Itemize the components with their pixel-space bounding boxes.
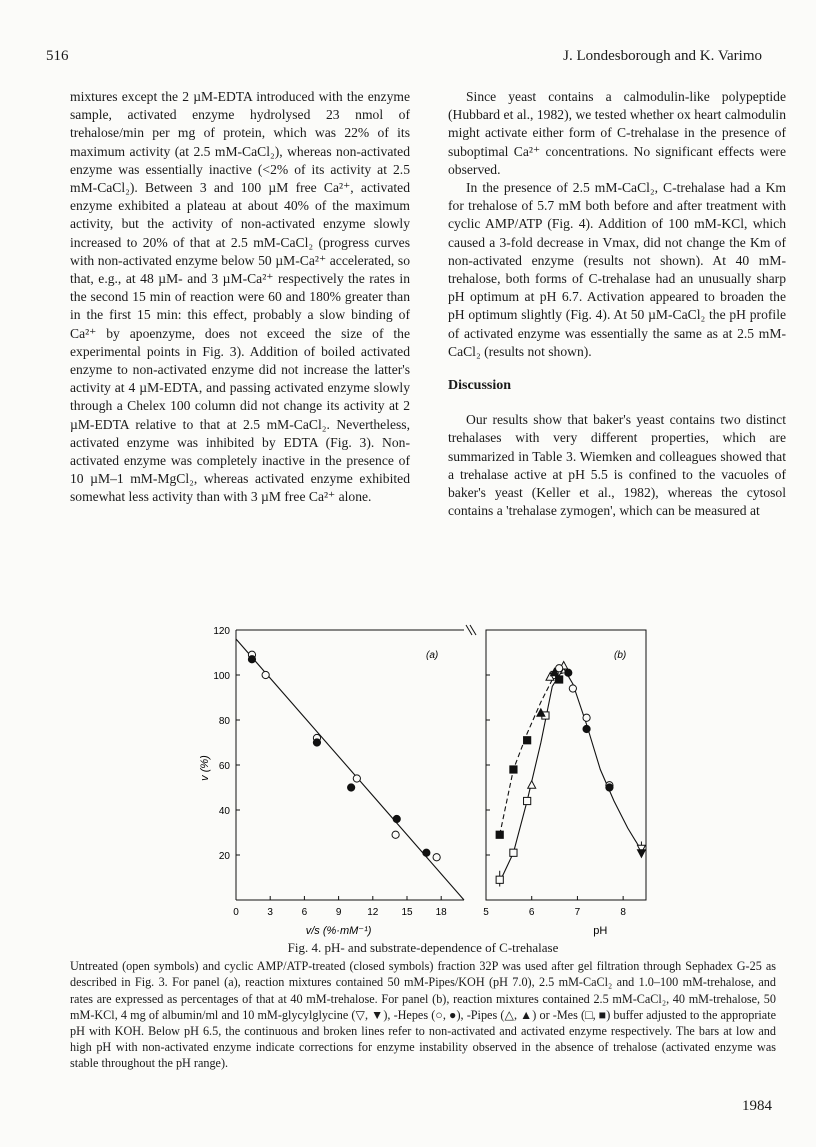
data-point bbox=[496, 876, 503, 883]
paragraph: Our results show that baker's yeast contains two distinct trehalases with very different properties, which are summarized in Table 3. Wiemken and colleagues showed that a trehalase active at pH 5.5 is confined to the vacuoles of baker's yeast (Keller et al., 1982), whereas the cytosol contains a 'trehalase zymogen', which can be measured at bbox=[448, 412, 786, 519]
panel-b-plot bbox=[483, 630, 646, 937]
x-tick-label: 6 bbox=[301, 907, 308, 918]
x-tick-label: 12 bbox=[367, 907, 379, 918]
data-point bbox=[524, 797, 531, 804]
figure-4 bbox=[196, 618, 656, 948]
x-tick-label: 9 bbox=[335, 907, 342, 918]
data-point bbox=[423, 849, 430, 856]
y-tick-label: 20 bbox=[218, 851, 230, 862]
x-axis-label: pH bbox=[593, 925, 608, 937]
data-point bbox=[313, 739, 320, 746]
page-number: 516 bbox=[46, 48, 69, 64]
data-point bbox=[565, 669, 572, 676]
paragraph: Since yeast contains a calmodulin-like polypeptide (Hubbard et al., 1982), we tested whether ox heart calmodulin might activate either form of C-trehalase in the presence of suboptimal Ca²⁺ concentrations. No significant effects were observed. bbox=[448, 89, 786, 177]
x-axis-label: v/s (%·mM⁻¹) bbox=[305, 925, 372, 937]
data-point bbox=[392, 831, 399, 838]
x-tick-label: 0 bbox=[233, 907, 239, 918]
data-point bbox=[637, 850, 645, 858]
x-tick-label: 6 bbox=[528, 907, 535, 918]
y-tick-label: 40 bbox=[218, 806, 230, 817]
non-activated-curve bbox=[500, 668, 642, 882]
x-tick-label: 7 bbox=[574, 907, 581, 918]
x-tick-label: 8 bbox=[620, 907, 626, 918]
y-tick-label: 120 bbox=[213, 626, 230, 637]
data-point bbox=[583, 714, 590, 721]
figure-caption bbox=[70, 940, 776, 1072]
panel-label: (a) bbox=[426, 650, 439, 661]
data-point bbox=[262, 671, 269, 678]
panel-a-plot bbox=[199, 625, 476, 937]
section-heading: Discussion bbox=[448, 378, 512, 394]
y-axis-label: v (%) bbox=[199, 755, 211, 781]
y-tick-label: 100 bbox=[213, 671, 230, 682]
caption-title: Fig. 4. pH- and substrate-dependence of C-trehalase bbox=[287, 940, 559, 955]
data-point bbox=[393, 815, 400, 822]
paragraph: In the presence of 2.5 mM-CaCl₂, C-trehalase had a Km for trehalose of 5.7 mM both before and after treatment with cyclic AMP/ATP (Fig. 4). Addition of 100 mM-KCl, which caused a 3-fold decrease in Vmax, did not change the Km of non-activated enzyme (results not shown). At 40 mM-trehalose, both forms of C-trehalase had an unusually sharp pH optimum at pH 6.7. Activation appeared to broaden the pH optimum slightly (Fig. 4). At 50 µM-CaCl₂ the pH profile of activated enzyme was essentially the same as at 2.5 mM-CaCl₂ (results not shown). bbox=[448, 180, 786, 359]
data-point bbox=[510, 766, 517, 773]
y-tick-label: 80 bbox=[218, 716, 230, 727]
data-point bbox=[606, 784, 613, 791]
data-point bbox=[524, 737, 531, 744]
x-tick-label: 3 bbox=[267, 907, 273, 918]
data-point bbox=[433, 854, 440, 861]
paragraph: mixtures except the 2 µM-EDTA introduced with the enzyme sample, activated enzyme hydrolysed 23 nmol of trehalose/min per mg of protein, which was 22% of its maximum activity (at 2.5 mM-CaCl₂), whereas non-activated enzyme was essentially inactive (<2% of its activity at 2.5 mM-CaCl₂). Between 3 and 100 µM free Ca²⁺, activated enzyme exhibited a plateau at about 40% of the maximum activity, but the activity of non-activated enzyme slowly increased to 20% of that at 2.5 mM-CaCl₂ (progress curves with non-activated enzyme below 50 µM-Ca²⁺ accelerated, so that, e.g., at 48 µM- and 3 µM-Ca²⁺ respectively the rates in the second 15 min of reaction were 60 and 180% greater than in the first 15 min: this effect, probably a slow binding of Ca²⁺ by apoenzyme, does not exceed the size of the experimental points in Fig. 3). Addition of boiled activated enzyme to non-activated enzyme did not increase the latter's activity at 4 µM-EDTA, and passing activated enzyme slowly through a Chelex 100 column did not change its activity at 2 µM-EDTA relative to that at 2.5 mM-CaCl₂. Nevertheless, activated enzyme was inhibited by EDTA (Fig. 3). Non-activated enzyme was completely inactive in the presence of 10 µM–1 mM-MgCl₂, whereas activated enzyme exhibited somewhat less activity than with 3 µM free Ca²⁺ alone. bbox=[70, 89, 410, 505]
panel-label: (b) bbox=[614, 650, 627, 661]
x-tick-label: 15 bbox=[401, 907, 413, 918]
data-point bbox=[510, 849, 517, 856]
x-tick-label: 18 bbox=[435, 907, 447, 918]
data-point bbox=[583, 725, 590, 732]
activated-curve bbox=[500, 673, 564, 835]
data-point bbox=[496, 831, 503, 838]
caption-body: Untreated (open symbols) and cyclic AMP/ATP-treated (closed symbols) fraction 32P was used after gel filtration through Sephadex G-25 as described in Fig. 3. For panel (a), reaction mixtures contained 50 mM-Pipes/KOH (pH 7.0), 2.5 mM-CaCl₂ and 1.0–100 mM-trehalose, and rates are expressed as percentages of that at 40 mM-trehalose. For panel (b), reaction mixtures contained 2.5 mM-CaCl₂, 40 mM-trehalose, 50 mM-KCl, 4 mg of albumin/ml and 10 mM-glycylglycine (▽, ▼), -Hepes (○, ●), -Pipes (△, ▲) or -Mes (□, ■) buffer adjusted to the appropriate pH with KOH. Below pH 6.5, the continuous and broken lines refer to non-activated and activated enzyme respectively. The bars at low and high pH with non-activated enzyme indicate corrections for enzyme instability observed in the absence of trehalose (activated enzyme was stable throughout the pH range). bbox=[70, 959, 776, 1071]
regression-line bbox=[236, 639, 464, 900]
footer-year: 1984 bbox=[742, 1098, 772, 1114]
x-tick-label: 5 bbox=[483, 907, 489, 918]
right-column bbox=[448, 88, 786, 520]
data-point bbox=[556, 676, 563, 683]
y-tick-label: 60 bbox=[218, 761, 230, 772]
running-head: J. Londesborough and K. Varimo bbox=[563, 48, 762, 64]
data-point bbox=[528, 781, 536, 789]
data-point bbox=[348, 784, 355, 791]
data-point bbox=[248, 656, 255, 663]
left-column bbox=[70, 88, 410, 507]
data-point bbox=[353, 775, 360, 782]
data-point bbox=[569, 685, 576, 692]
data-point bbox=[556, 665, 563, 672]
